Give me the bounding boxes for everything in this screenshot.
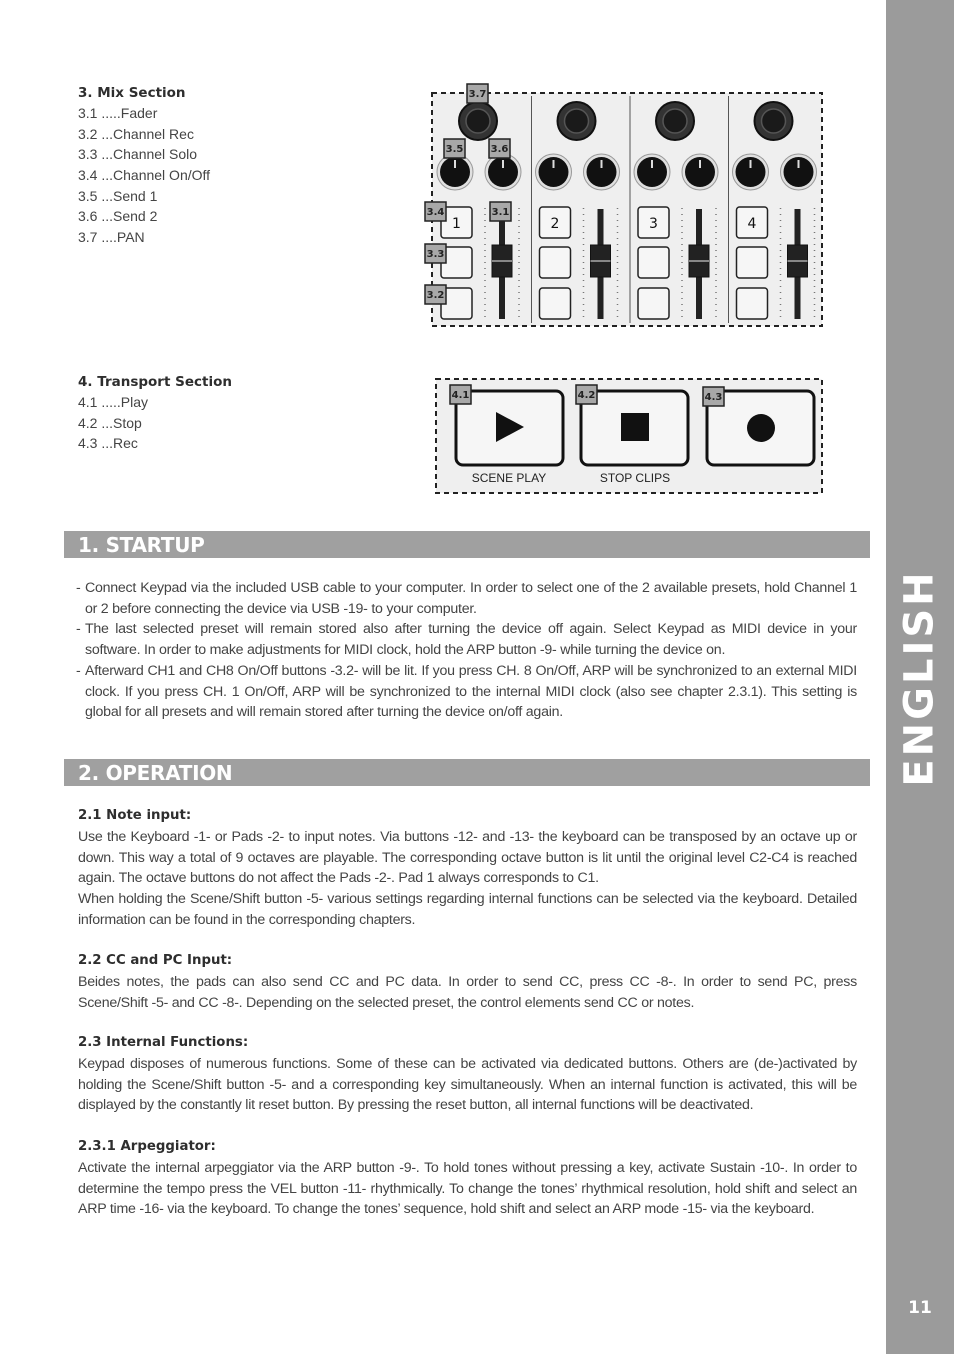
page-number: 11	[908, 1298, 932, 1318]
callout-stop: 4.2	[577, 390, 596, 401]
stop-icon	[621, 413, 649, 441]
transport-section-list	[78, 372, 378, 454]
internal-functions-section	[78, 1032, 857, 1116]
callout-fader: 3.1	[491, 207, 510, 218]
channel-solo-button	[540, 247, 571, 278]
language-label: ENGLISH	[897, 568, 944, 787]
callout-rec-transport: 4.3	[704, 392, 723, 403]
channel-number: 3	[649, 216, 658, 232]
list-item: 3.4 ...Channel On/Off	[78, 167, 211, 184]
channel-solo-button	[638, 247, 669, 278]
stop-clips-label: STOP CLIPS	[599, 471, 671, 485]
list-item: 3.7 ....PAN	[78, 229, 145, 246]
channel-solo-button	[737, 247, 768, 278]
callout-pan: 3.7	[468, 89, 487, 100]
transport-section-title: 4. Transport Section	[78, 374, 232, 390]
operation-heading: 2. OPERATION	[64, 759, 870, 786]
callout-on-off: 3.4	[426, 207, 445, 218]
callout-rec: 3.2	[426, 290, 445, 301]
channel-number: 4	[747, 216, 757, 232]
arpeggiator-text: Activate the internal arpeggiator via the ARP button -9-. To hold tones without pressing a key, activate Sustain -10-. In order to determine the tempo press the VEL button -11- rhythmically. To change the tones’ rhythmical resolution, hold shift and select an ARP time -16- via the keyboard. To change the tones’ sequence, hold shift and select an ARP mode -15- via the keyboard.	[78, 1160, 857, 1218]
channel-rec-button	[638, 288, 669, 319]
startup-heading: 1. STARTUP	[64, 531, 870, 558]
note-input-section	[78, 805, 857, 931]
list-item: 3.1 .....Fader	[78, 105, 158, 121]
list-item: 3.2 ...Channel Rec	[78, 125, 194, 142]
internal-functions-text: Keypad disposes of numerous functions. Some of these can be activated via dedicated buttons. Others are (de-)activated by holding the Scene/Shift button -5- and a corresponding key simultaneously. When an internal function is activated, this will be displayed by the constantly lit reset button. By pressing the reset button, all internal functions will be deactivated.	[78, 1056, 857, 1114]
list-item: 4.2 ...Stop	[78, 414, 142, 431]
pan-knob-cap	[762, 109, 786, 133]
note-input-title: 2.1 Note input:	[78, 808, 192, 823]
mixer-section-diagram	[420, 80, 830, 335]
list-item: 3.6 ...Send 2	[78, 208, 158, 225]
startup-bullets	[76, 578, 857, 723]
cc-pc-text: Beides notes, the pads can also send CC and PC data. In order to send CC, press CC -8-. In order to send PC, press Scene/Shift -5- and CC -8-. Depending on the selected preset, the control elements send CC or notes.	[78, 974, 857, 1011]
channel-rec-button	[540, 288, 571, 319]
list-item: 4.3 ...Rec	[78, 435, 138, 452]
cc-pc-section	[78, 950, 857, 1013]
pan-knob-cap	[466, 109, 490, 133]
mix-section-title: 3. Mix Section	[78, 85, 186, 101]
list-item: - The last selected preset will remain stored also after turning the device off again. Select Keypad as MIDI device in your software. In order to make adjustments for MIDI clock, hold the ARP button -9- while turning the device on.	[76, 621, 857, 659]
scene-play-label: SCENE PLAY	[471, 471, 547, 485]
channel-rec-button	[737, 288, 768, 319]
transport-section-diagram	[430, 374, 830, 499]
pan-knob-cap	[565, 109, 589, 133]
note-input-text: Use the Keyboard -1- or Pads -2- to input notes. Via buttons -12- and -13- the keyboard can be transposed by an octave up or down. This way a total of 9 octaves are playable. The corresponding octave button is lit until the original level C2-C4 is reached again. The octave buttons do not affect the Pads -2-. Pad 1 always corresponds to C1.	[78, 829, 857, 887]
cc-pc-title: 2.2 CC and PC Input:	[78, 953, 233, 968]
list-item: 3.3 ...Channel Solo	[78, 146, 198, 163]
mix-section-list	[78, 83, 378, 248]
channel-number: 1	[452, 216, 461, 232]
record-icon	[747, 414, 775, 442]
pan-knob-cap	[663, 109, 687, 133]
callout-send2: 3.6	[490, 144, 509, 155]
list-item: - Connect Keypad via the included USB cable to your computer. In order to select one of the 2 available presets, hold Channel 1 or 2 before connecting the device via USB -19- to your computer.	[76, 580, 857, 617]
internal-functions-title: 2.3 Internal Functions:	[78, 1035, 249, 1050]
callout-play: 4.1	[451, 390, 470, 401]
note-input-text-2: When holding the Scene/Shift button -5- various settings regarding internal functions can be selected via the keyboard. Detailed information can be found in the corresponding chapters.	[78, 891, 857, 928]
arpeggiator-section	[78, 1136, 857, 1220]
list-item: 3.5 ...Send 1	[78, 187, 158, 204]
arpeggiator-title: 2.3.1 Arpeggiator:	[78, 1139, 216, 1154]
callout-solo: 3.3	[426, 249, 445, 260]
channel-number: 2	[550, 216, 560, 232]
callout-send1: 3.5	[445, 144, 464, 155]
list-item: - Afterward CH1 and CH8 On/Off buttons -3.2- will be lit. If you press CH. 8 On/Off, ARP will be synchronized to an external MIDI clock. If you press CH. 1 On/Off, ARP will be synchronized to the internal MIDI clock (also see chapter 2.3.1). This setting is global for all presets and will remain stored after turning the device on/off again.	[76, 662, 857, 721]
list-item: 4.1 .....Play	[78, 394, 149, 410]
